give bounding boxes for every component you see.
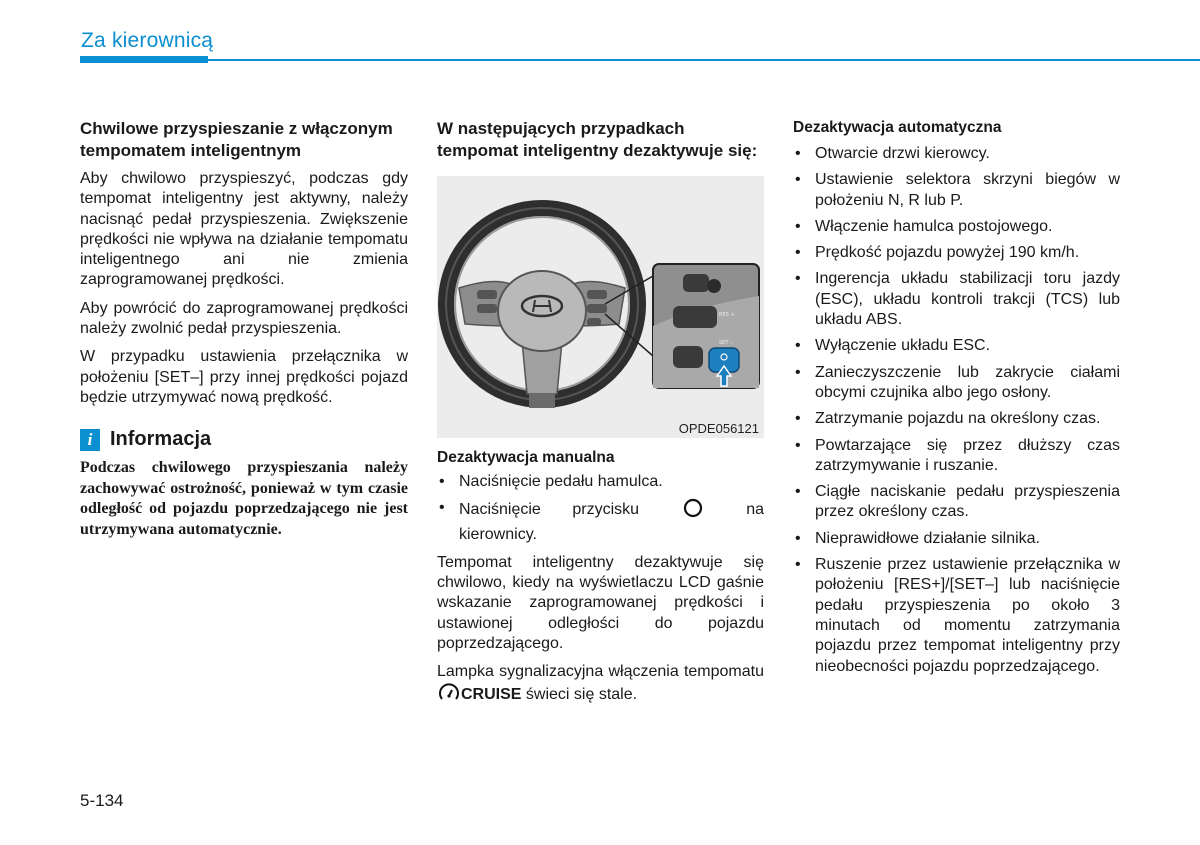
page-number: 5-134 xyxy=(80,791,124,810)
info-text: Podczas chwilowego przyspieszania należy zachowywać ostrożność, ponieważ w tym czasie odległość od pojazdu poprzedzającego nie jest utrzymywana automatycznie. xyxy=(80,459,408,539)
cancel-circle-icon xyxy=(671,498,715,524)
list-item: • Otwarcie drzwi kierowcy. xyxy=(793,144,1120,164)
list-item: • Wyłączenie układu ESC. xyxy=(793,336,1120,356)
list-item: • Włączenie hamulca postojowego. xyxy=(793,217,1120,237)
list-item: • Ruszenie przez ustawienie przełącznika w położeniu [RES+]/[SET–] lub naciśnięcie pedału przyspieszenia po około 3 minutach od momentu zatrzymania pojazdu przez tempomat inteligentny przy nieobecności pojazdu poprzedzającego. xyxy=(793,555,1120,677)
figure-code: OPDE056121 xyxy=(678,421,759,436)
paragraph: Aby chwilowo przyspieszyć, podczas gdy tempomat inteligentny jest aktywny, należy nacisnąć pedał przyspieszenia. Zwiększenie prędkości nie wpływa na działanie tempomatu inteligentnego ani nie zmienia zaprogramowanej prędkości. xyxy=(80,170,408,289)
list-item: • Powtarzające się przez dłuższy czas zatrzymywanie i ruszanie. xyxy=(793,436,1120,477)
heading-temporary-acceleration: Chwilowe przyspieszanie z włączonym tempomatem inteligentnym xyxy=(80,119,393,160)
manual-deactivation-title: Dezaktywacja manualna xyxy=(437,449,615,466)
switch-label-res: RES + xyxy=(719,312,735,318)
info-box xyxy=(80,428,408,540)
list-item: • Nieprawidłowe działanie silnika. xyxy=(793,529,1120,549)
steering-wheel-figure xyxy=(437,176,764,438)
column-1 xyxy=(80,118,408,541)
cruise-indicator-icon xyxy=(437,683,461,709)
list-item: • Ustawienie selektora skrzyni biegów w położeniu N, R lub P. xyxy=(793,170,1120,211)
list-item: • Zanieczyszczenie lub zakrycie ciałami obcymi czujnika albo jego osłony. xyxy=(793,363,1120,404)
list-item: • Zatrzymanie pojazdu na określony czas. xyxy=(793,409,1120,429)
heading-deactivation-cases: W następujących przypadkach tempomat inteligentny dezaktywuje się: xyxy=(437,119,758,160)
steering-wheel-illustration xyxy=(437,176,764,438)
switch-label-set: SET – xyxy=(719,340,733,346)
list-item: • Naciśnięcie pedału hamulca. xyxy=(437,472,764,492)
header-accent-bar xyxy=(80,56,208,63)
list-item: • Ciągłe naciskanie pedału przyspieszenia przez określony czas. xyxy=(793,482,1120,523)
info-title xyxy=(80,428,408,451)
list-item xyxy=(437,498,764,545)
header-rule xyxy=(80,59,1200,61)
info-label: Informacja xyxy=(110,428,212,451)
section-title: Za kierownicą xyxy=(81,29,214,52)
steering-wheel-icon xyxy=(446,208,638,408)
list-item: • Ingerencja układu stabilizacji toru jazdy (ESC), układu kontroli trakcji (TCS) lub układu ABS. xyxy=(793,269,1120,330)
paragraph xyxy=(437,662,764,709)
column-2 xyxy=(437,118,764,717)
paragraph-text: Lampka sygnalizacyjna włączenia tempomatu xyxy=(437,663,764,681)
paragraph: Tempomat inteligentny dezaktywuje się chwilowo, kiedy na wyświetlaczu LCD gaśnie wskazanie zaprogramowanej prędkości i ustawionej odległości do pojazdu poprzedzającego. xyxy=(437,553,764,653)
column-3 xyxy=(793,118,1120,685)
auto-deactivation-list xyxy=(793,144,1120,677)
list-item-text: Naciśnięcie przycisku xyxy=(459,501,640,519)
paragraph-text: świeci się stale. xyxy=(525,685,638,703)
auto-deactivation-title: Dezaktywacja automatyczna xyxy=(793,119,1002,136)
info-icon: i xyxy=(80,429,100,451)
cruise-switch-zoom-icon xyxy=(653,264,759,388)
paragraph: W przypadku ustawienia przełącznika w położeniu [SET–] przy innej prędkości pojazd będzie utrzymywać nową prędkość. xyxy=(80,348,408,406)
cruise-label: CRUISE xyxy=(461,685,522,703)
paragraph: Aby powrócić do zaprogramowanej prędkości należy zwolnić pedał przyspieszenia. xyxy=(80,299,408,338)
list-item: • Prędkość pojazdu powyżej 190 km/h. xyxy=(793,243,1120,263)
manual-deactivation-list xyxy=(437,472,764,545)
list-item-text: na kierownicy. xyxy=(459,501,765,543)
